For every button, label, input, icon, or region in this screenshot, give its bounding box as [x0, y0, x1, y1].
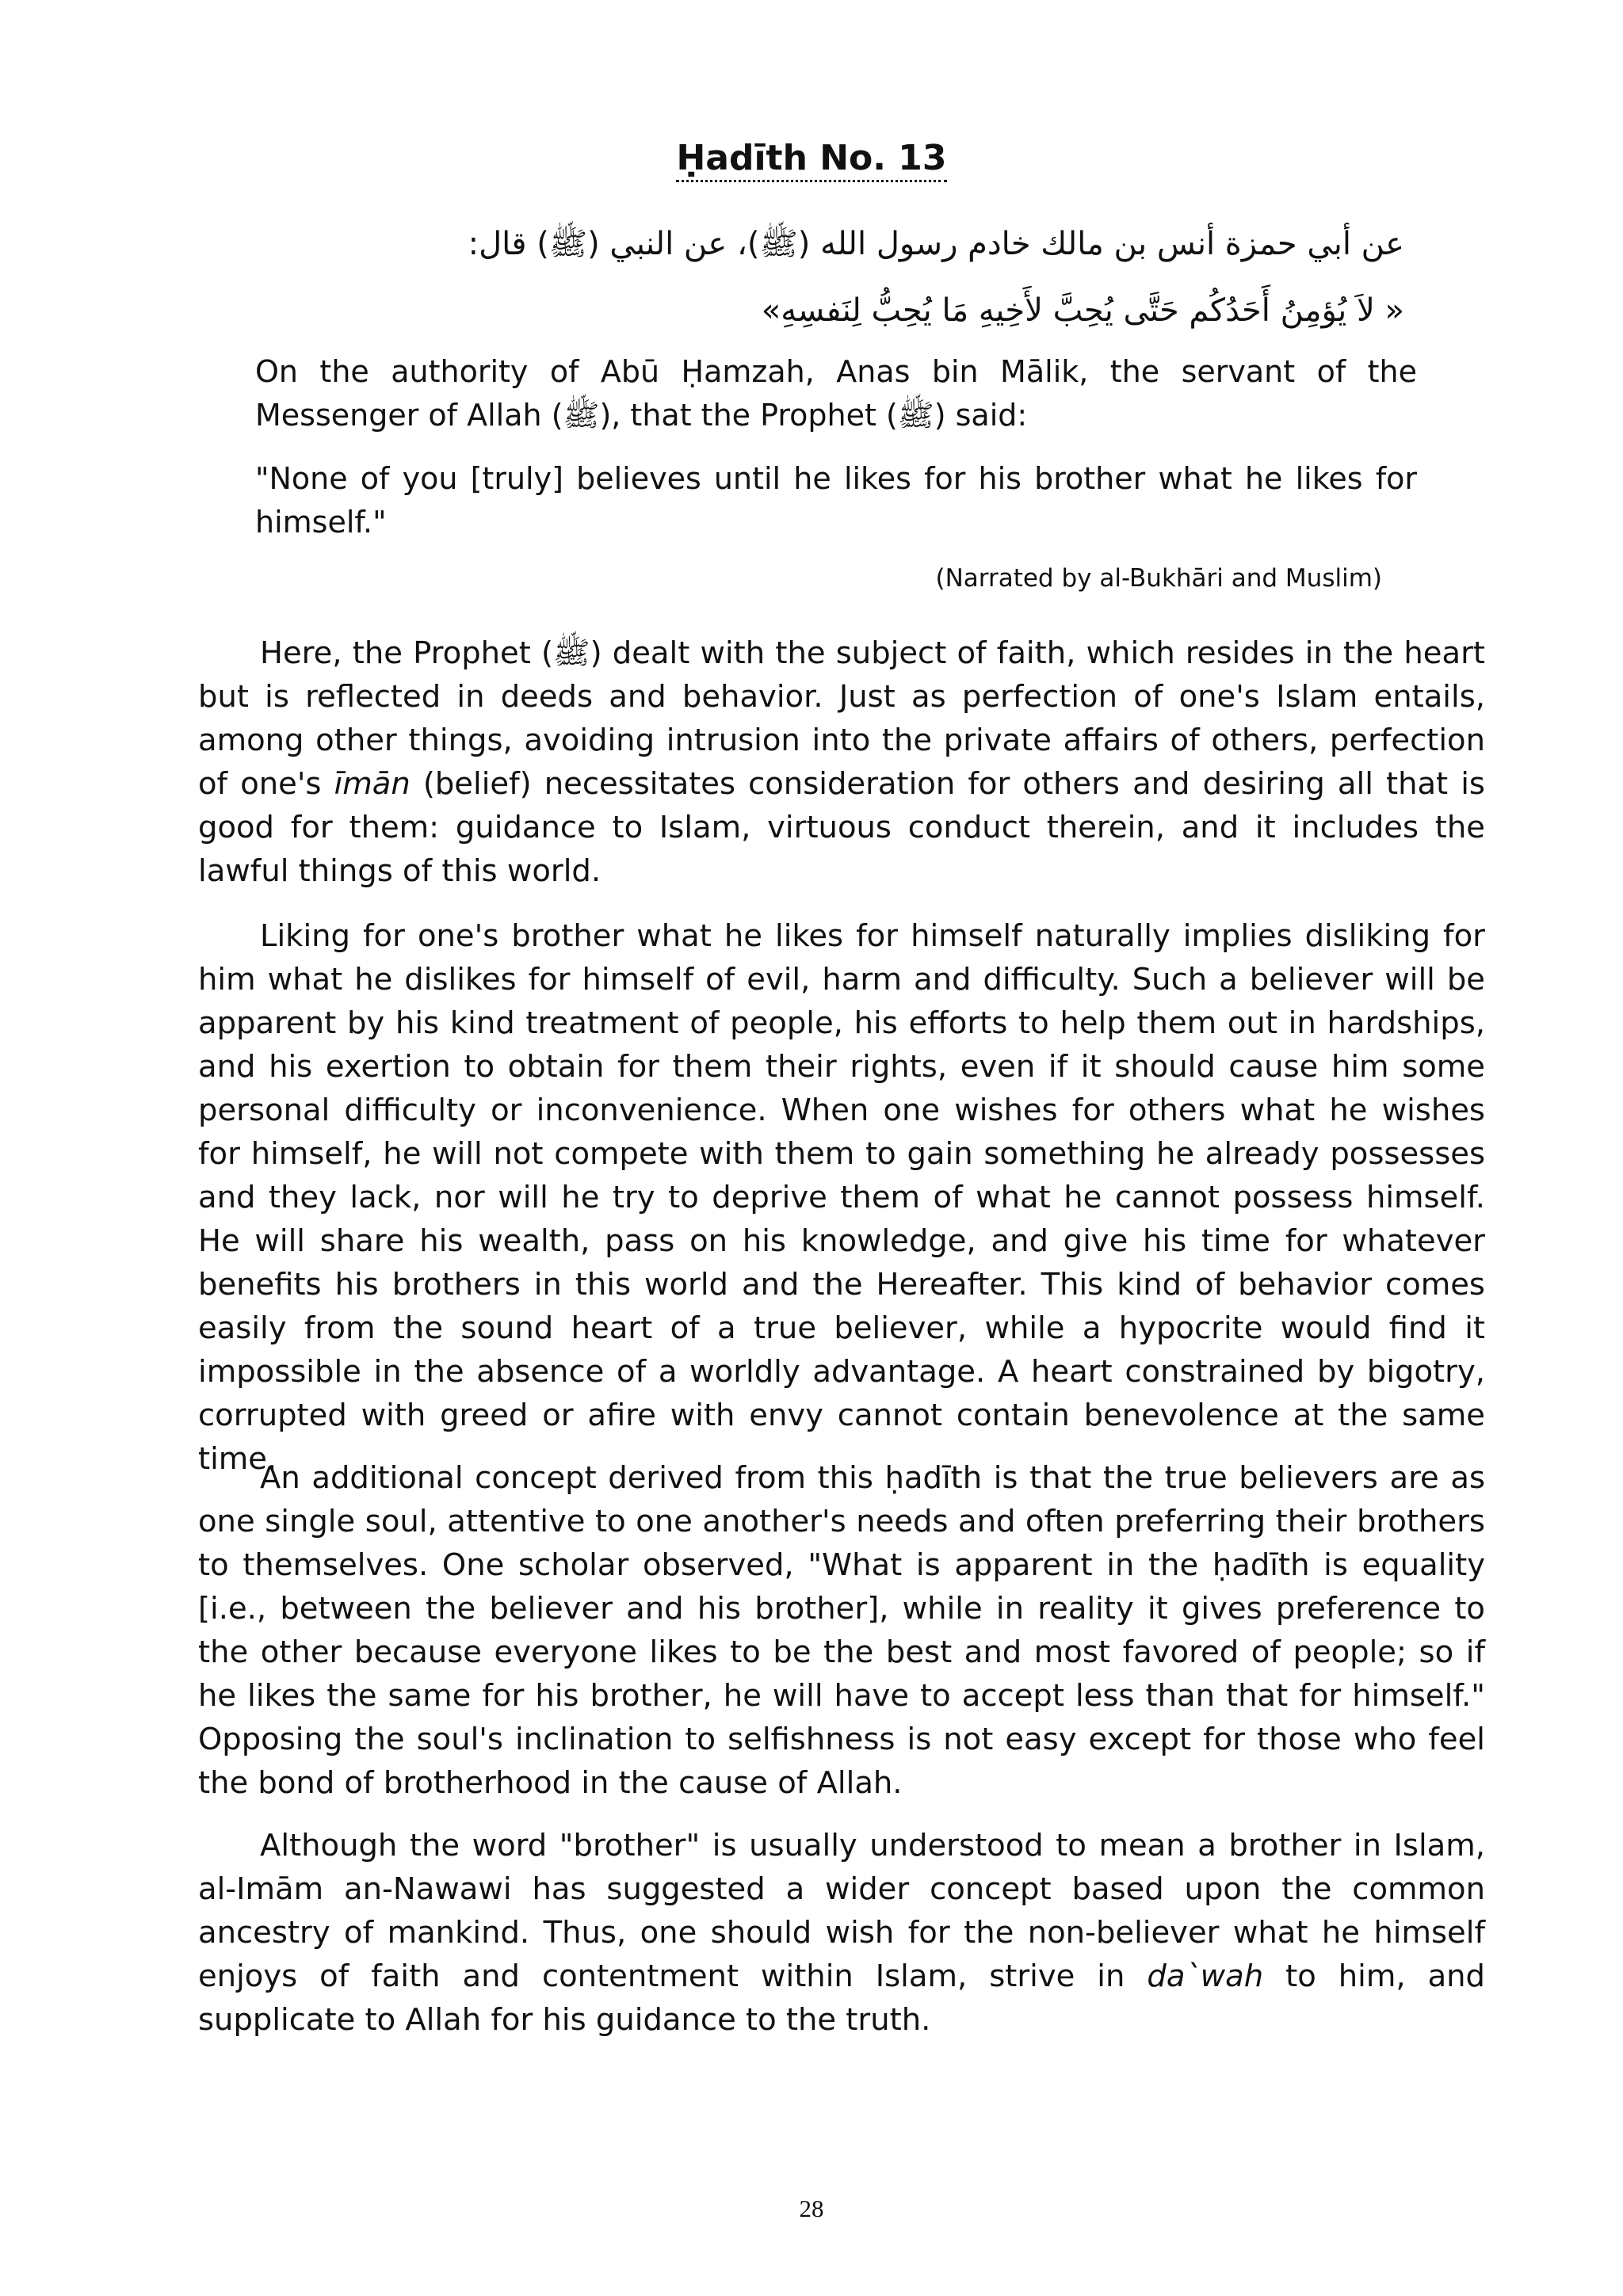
paragraph-4-text-b: to him, and supplicate to Allah for his guidance to the truth. — [198, 1958, 1485, 2038]
arabic-hadith-text: « لاَ يُؤمِنُ أَحَدُكُم حَتَّى يُحِبَّ لأَخِيهِ مَا يُحِبُّ لِنَفسِهِ» — [761, 292, 1404, 329]
paragraph-1-italic-term: īmān — [334, 766, 411, 802]
commentary-paragraph-2: Liking for one's brother what he likes for himself naturally implies disliking for him what he dislikes for himself of evil, harm and difficulty. Such a believer will be apparent by his kind treatment of people, his efforts to help them out in hardships, and his exertion to obtain for them their rights, even if it should cause him some personal difficulty or inconvenience. When one wishes for others what he wishes for himself, he will not compete with them to gain something he already possesses and they lack, nor will he try to deprive them of what he cannot possess himself. He will share his wealth, pass on his knowledge, and give his time for whatever benefits his brothers in this world and the Hereafter. This kind of behavior comes easily from the sound heart of a true believer, while a hypocrite would find it impossible in the absence of a worldly advantage. A heart constrained by bigotry, corrupted with greed or afire with envy cannot contain benevolence at the same time. — [198, 918, 1485, 1477]
paragraph-1-text-b: (belief) necessitates consideration for others and desiring all that is good for them: guidance to Islam, virtuous conduct therein, and it includes the lawful things of this world. — [198, 766, 1485, 889]
paragraph-1-text-a: Here, the Prophet (ﷺ) dealt with the subject of faith, which resides in the heart but is reflected in deeds and behavior. Just as perfection of one's Islam entails, among other things, avoiding intrusion into the private affairs of others, perfection of one's — [198, 635, 1485, 802]
commentary-paragraph-3: An additional concept derived from this ḥadīth is that the true believers are as one single soul, attentive to one another's needs and often preferring their brothers to themselves. One scholar observed, "What is apparent in the ḥadīth is equality [i.e., between the believer and his brother], while in reality it gives preference to the other because everyone likes to be the best and most favored of people; so if he likes the same for his brother, he will have to accept less than that for himself." Opposing the soul's inclination to selfishness is not easy except for those who feel the bond of brotherhood in the cause of Allah. — [198, 1460, 1485, 1801]
paragraph-4-italic-term: da`wah — [1147, 1958, 1264, 1994]
arabic-chain-of-narration: عن أبي حمزة أنس بن مالك خادم رسول الله (ﷺ)، عن النبي (ﷺ) قال: — [468, 226, 1404, 262]
page-number: 28 — [799, 2195, 824, 2222]
narration-source: (Narrated by al-Bukhāri and Muslim) — [935, 564, 1382, 593]
translation-authority: On the authority of Abū Ḥamzah, Anas bin Mālik, the servant of the Messenger of Allah (ﷺ), that the Prophet (ﷺ) said: — [255, 354, 1417, 433]
translation-quote: "None of you [truly] believes until he likes for his brother what he likes for himself." — [255, 461, 1417, 540]
hadith-title-text: Ḥadīth No. 13 — [676, 138, 946, 182]
commentary-paragraph-1 — [198, 631, 1485, 893]
paragraph-4-text-a: Although the word "brother" is usually understood to mean a brother in Islam, al-Imām an-Nawawi has suggested a wider concept based upon the common ancestry of mankind. Thus, one should wish for the non-believer what he himself enjoys of faith and contentment within Islam, strive in — [198, 1828, 1485, 1994]
commentary-paragraph-4 — [198, 1824, 1485, 2042]
hadith-title — [0, 136, 1623, 181]
